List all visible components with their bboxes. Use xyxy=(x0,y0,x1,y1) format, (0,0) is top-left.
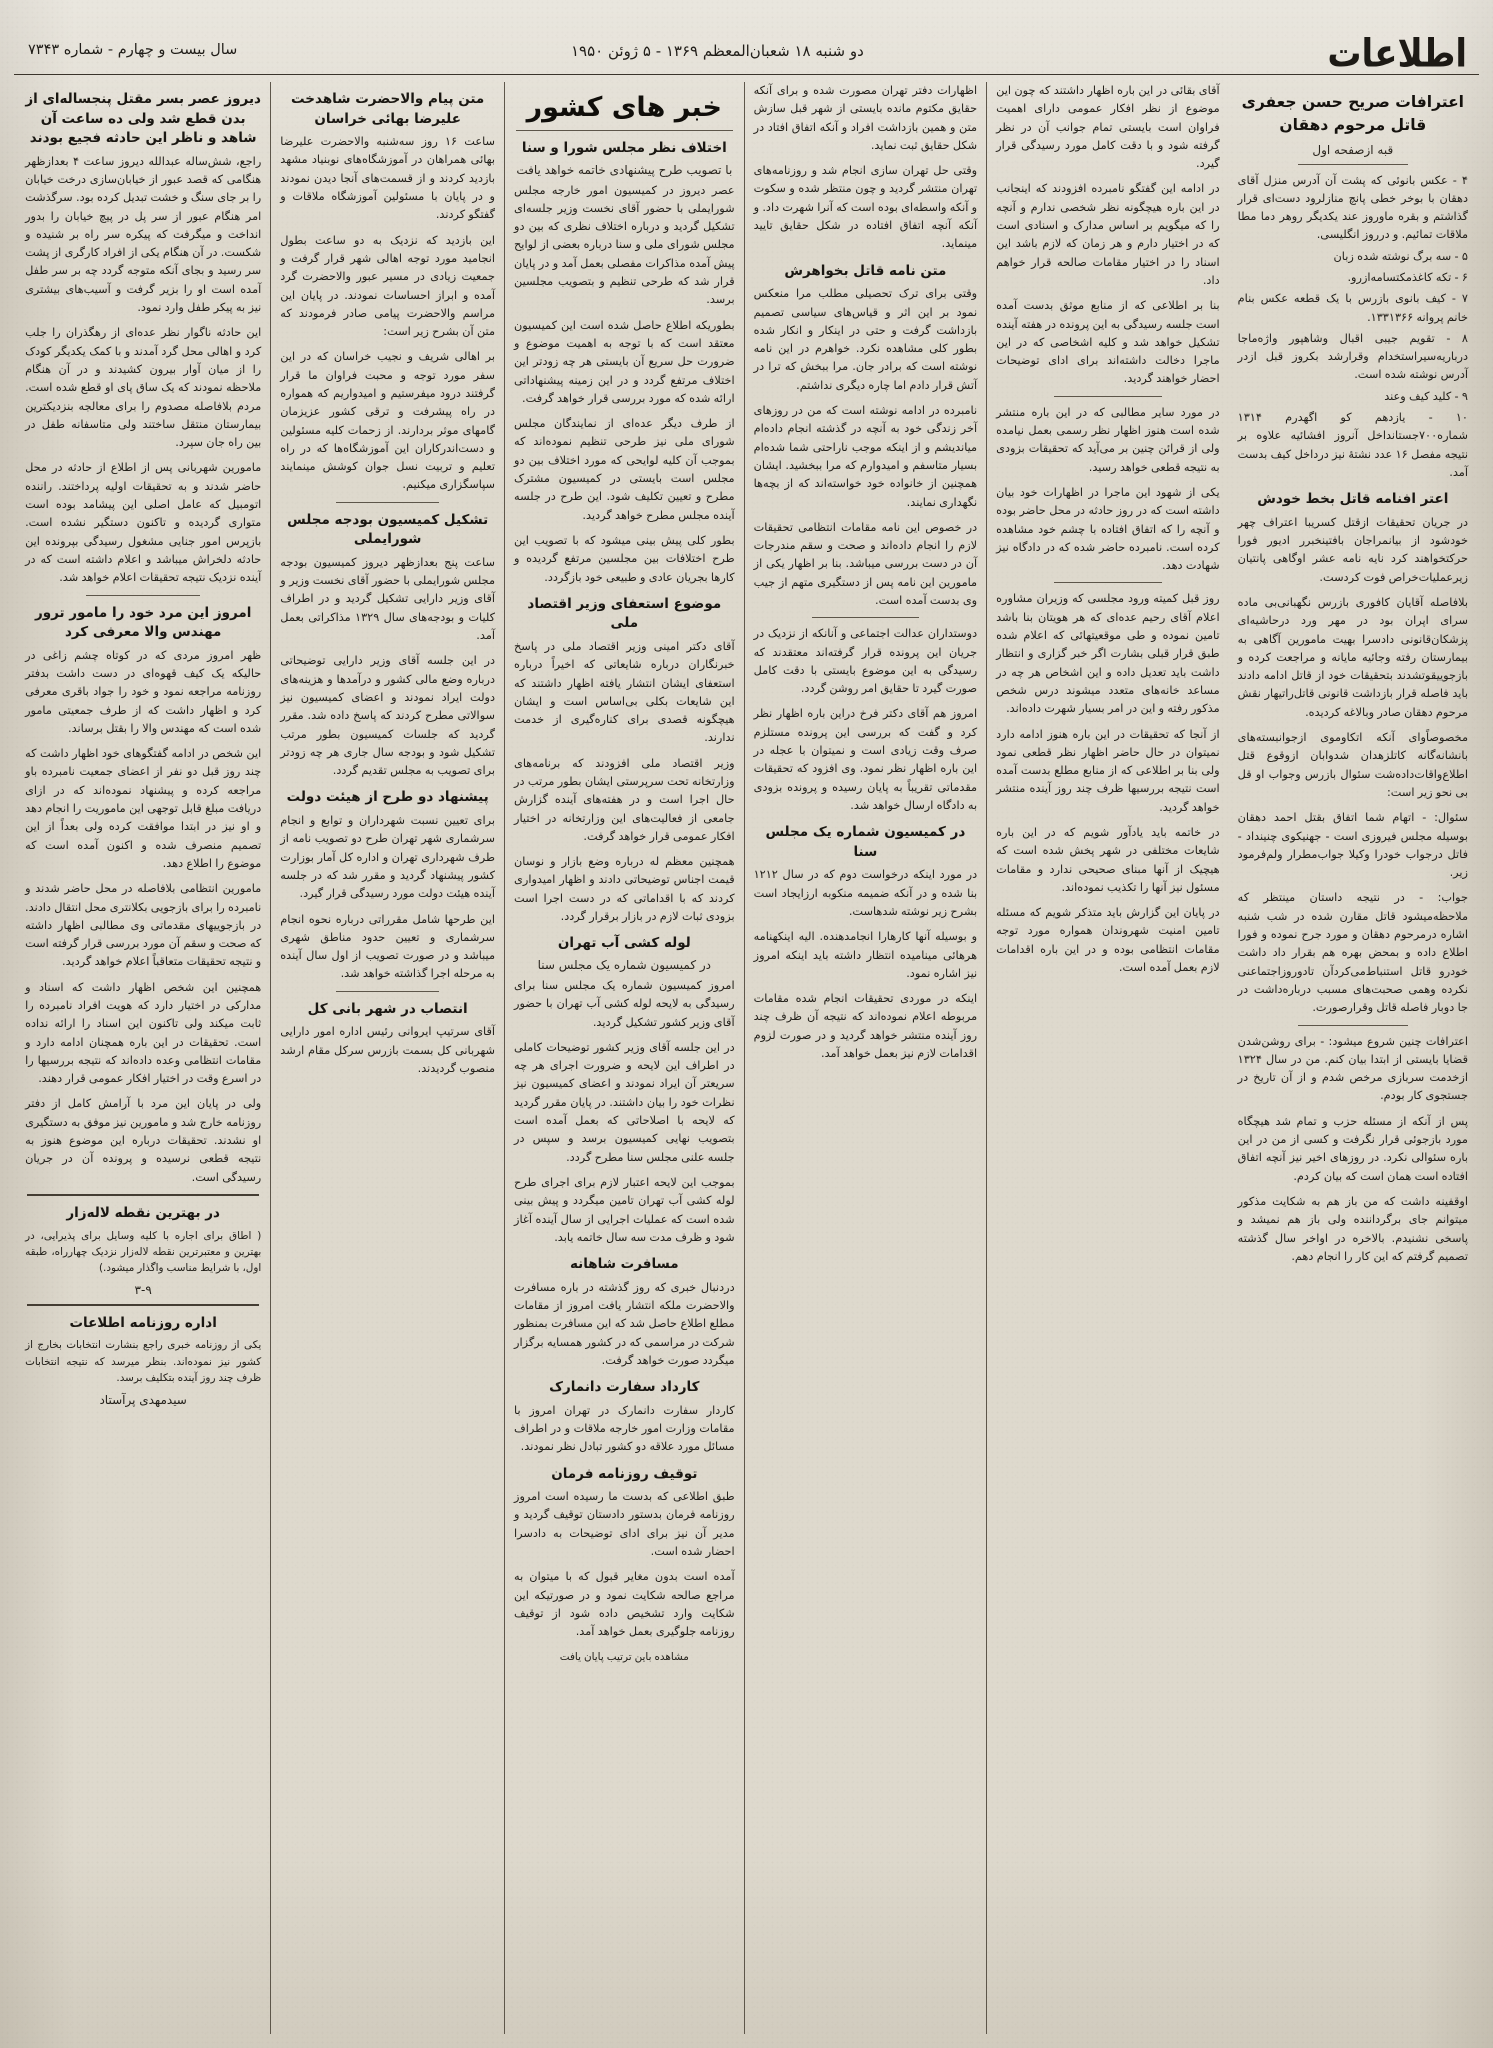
paragraph: یکی از شهود این ماجرا در اظهارات خود بیان داشته است که در روز حادثه در محل حاضر بوده و آنچه را که اتفاق افتاده با چشم خود مشاهده کرده است. نامبرده حاضر شده که در دادگاه نیز شهادت دهد. xyxy=(996,485,1220,573)
paragraph: اینکه در موردی تحقیقات انجام شده مقامات مربوطه اعلام نموده‌اند که نتیجه آن ظرف چند روز آینده منتشر خواهد گردید و در صورت لزوم اقدامات لازم نیز بعمل خواهد آمد. xyxy=(753,992,978,1061)
col3-headline-3: لوله کشی آب تهران xyxy=(557,935,691,952)
col1-footer-title: اداره روزنامه اطلاعات xyxy=(69,1314,217,1331)
paragraph: آقای بقائی در این باره اظهار داشتند که چون این موضوع از نظر افکار عمومی دارای اهمیت فراوان است بایستی تمام جوانب آن در نظر گرفته شود و با دقت کامل مورد رسیدگی قرار گیرد. xyxy=(996,84,1220,171)
divider xyxy=(336,991,439,992)
paragraph: از طرف دیگر عده‌ای از نمایندگان مجلس شورای ملی نیز طرحی تنظیم نموده‌اند که بموجب آن کلیه لوایحی که مورد اختلاف بین دو مجلس است بایستی در کمیسیون مشترک مطرح و تعیین تکلیف شود. این طرح در جلسه آینده مجلس مطرح خواهد گردید. xyxy=(514,417,735,522)
divider xyxy=(27,1194,259,1196)
paragraph: این شخص در ادامه گفتگوهای خود اظهار داشت که چند روز قبل دو نفر از اعضای جمعیت نامبرده باو مراجعه کرده و پیشنهاد نموده‌اند که در ازای دریافت مبلغ قابل توجهی این ماموریت را انجام دهد و او نیز در ابتدا موافقت کرده ولی بعداً از این تصمیم منصرف شده و اکنون آمده است که موضوع را اطلاع دهد. xyxy=(25,747,262,870)
masthead xyxy=(18,28,1475,77)
paragraph: بلافاصله آقایان کافوری بازرس نگهبانی‌بی ماده سرای اپران بود در مهر ورد درحاشیه‌ای پزشکان‌قانونی دادسرا بهیت مامورین آگاهی به بیمارستان رفته وجائیه مایانه و مراجعت کرده و بازجوییقوتشدند بتحقیقات خود از قاتل ادامه دادند باید فاصله قرار بازداشت قانونی قاتل‌راتیهار نقش مرحوم دهقان صادر وبالاغه کردیده. xyxy=(1237,596,1468,719)
classified-text: ( اطاق برای اجاره با کلیه وسایل برای پذیرایی، در بهترین و معتبرترین نقطه لاله‌زار نزدیک چهارراه، طبقه اول، با شرایط مناسب واگذار میشود.) xyxy=(25,1229,262,1274)
paragraph: در مورد سایر مطالبی که در این باره منتشر شده است هنوز اظهار نظر رسمی بعمل نیامده ولی از قرائن چنین بر می‌آید که تحقیقات بزودی به نتیجه قطعی خواهد رسید. xyxy=(996,405,1220,474)
paragraph: مامورین شهربانی پس از اطلاع از حادثه در محل حاضر شدند و به تحقیقات اولیه پرداختند. راننده اتومبیل که عامل اصلی این پیشامد بوده است متواری گردیده و تاکنون دستگیر نشده است. بازپرس امور جنایی مشغول رسیدگی بپرونده این حادثه دلخراش میباشد و اعلام داشته است که در آینده نزدیک نتیجه تحقیقات اعلام خواهد شد. xyxy=(25,461,262,585)
paragraph: دوستداران عدالت اجتماعی و آنانکه از نزدیک در جریان این پرونده قرار گرفته‌اند معتقدند که رسیدگی به این موضوع بایستی با دقت کامل صورت گیرد تا حقایق امر روشن گردد. xyxy=(753,627,978,696)
paragraph: بموجب این لایحه اعتبار لازم برای اجرای طرح لوله کشی آب تهران تامین میگردد و پیش بینی شده است که عملیات اجرایی از سال آینده آغاز شود و ظرف مدت سه سال خاتمه یابد. xyxy=(514,1175,735,1244)
column-2 xyxy=(270,82,504,2034)
section-title: خبر های کشور xyxy=(526,92,722,123)
divider xyxy=(812,617,919,618)
list-item: ۷ - کیف بانوی بازرس با یک قطعه عکس بنام خانم پروانه ۱۳۳۱۳۶۶. xyxy=(1237,292,1468,324)
col3-headline-2: موضوع استعفای وزیر اقتصاد ملی xyxy=(527,595,722,632)
list-item: ۴ - عکس بانوئی که پشت آن آدرس منزل آقای دهقان با بوخر خطی پانچ منازلرود دست‌ای قرار گذاشتم و بقره ماوروز عند یکدیگر روهر دما مطا ملاقات تمائیم. و درروز انگلیسی. xyxy=(1237,173,1468,242)
col1-headline-2: امروز این مرد خود را مامور ترور مهندس والا معرفی کرد xyxy=(34,604,252,641)
paragraph: این بازدید که نزدیک به دو ساعت بطول انجامید مورد توجه اهالی شهر قرار گرفت و جمعیت زیادی در مسیر عبور والاحضرت گرد آمده و ابراز احساسات نمودند. در پایان این مراسم والاحضرت پیامی صادر فرمودند که متن آن بشرح زیر است: xyxy=(280,233,496,339)
paragraph: بطور کلی پیش بینی میشود که با تصویب این طرح اختلافات بین مجلسین مرتفع گردیده و کارها بجریان عادی و طبیعی خود بازگردد. xyxy=(514,533,735,584)
paragraph: آقای دکتر امینی وزیر اقتصاد ملی در پاسخ خبرنگاران درباره شایعاتی که اخیراً درباره استعفای ایشان انتشار یافته اظهار داشتند که این شایعات بکلی بی‌اساس است و ایشان هیچگونه قصدی برای کناره‌گیری از خدمت ندارند. xyxy=(514,639,735,745)
signature: سیدمهدی پرآستاد xyxy=(99,1392,187,1407)
col2-headline-2: تشکیل کمیسیون بودجه مجلس شورایملی xyxy=(287,511,489,548)
list-item: ۱۰ - یازدهم کو اگهدرم ۱۳۱۴ شماره۷۰۰جستانداخل آنروز افشائیه علاوه بر نتیجه مفصل ۱۶ عدد نشتهٔ نیز درداخل کیف بدست آمد. xyxy=(1237,411,1469,479)
list-item: ۹ - کلید کیف وعند xyxy=(1384,389,1468,403)
paragraph: جواب: - در نتیجه داستان مینتظر که ملاحظه‌میشود قاتل مقارن شده در شب شنبه اشاره درمرحوم دهقان و مورد جرح نموده و فورا اطلاع داده و بمحض بهره هم بقرار داد داشت خودرو قاتل استنباط‌می‌کردآن تادوروزاجتماعنی نکرده وهمی صحبت‌های مسبب درباره‌داشت در جا دوبار فاصله قاتل وقرارصورت. xyxy=(1237,891,1468,1015)
masthead-issue: سال بیست و چهارم - شماره ۷۳۴۳ xyxy=(28,42,238,58)
classified-headline: در بهترین نقطه لاله‌زار xyxy=(66,1204,220,1221)
paragraph: طبق اطلاعی که بدست ما رسیده است امروز روزنامه فرمان بدستور دادستان توقیف گردید و مدیر آن نیز برای ادای توضیحات به دادسرا احضار شده است. xyxy=(514,1490,735,1559)
paragraph: امروز هم آقای دکتر فرخ دراین باره اظهار نظر کرد و گفت که بررسی این پرونده مستلزم صرف وقت زیادی است و نمیتوان با عجله در این باره اظهار نظر نمود. وی افزود که تحقیقات مقدماتی تقریباً به پایان رسیده و پرونده بزودی به دادگاه ارسال خواهد شد. xyxy=(753,707,978,812)
paragraph: همچنین این شخص اظهار داشت که اسناد و مدارکی در اختیار دارد که هویت افراد نامبرده را ثابت میکند ولی تاکنون این اسناد را ارائه نداده است. تحقیقات در این باره همچنان ادامه دارد و مقامات انتظامی وعده داده‌اند که نتیجه بررسیها را در اسرع وقت در اختیار افکار عمومی قرار دهند. xyxy=(25,980,262,1086)
col6-subheadline: اعتر افنامه قاتل بخط خودش xyxy=(1257,491,1449,508)
paragraph: امروز کمیسیون شماره یک مجلس سنا برای رسیدگی به لایحه لوله کشی آب تهران با حضور آقای وزیر کشور تشکیل گردید. xyxy=(514,978,735,1029)
paragraph: بنا بر اطلاعی که از منابع موثق بدست آمده است جلسه رسیدگی به این پرونده در هفته آینده تشکیل خواهد شد و کلیه اشخاصی که در این ماجرا دخالت داشته‌اند برای ادای توضیحات احضار خواهند گردید. xyxy=(996,299,1220,386)
paragraph: راجع، شش‌ساله عبدالله دیروز ساعت ۴ بعدازظهر هنگامی که قصد عبور از خیابان‌سازی درخت خیابان را بر جای سنگ و خشت تبدیل کرده بود. سرگذشت امر هنگام عبور از سر پل در پیچ خیابان را بدور انداخت و میگرفت که پیکره سر راه بر شنیده و شکست. در آن هنگام یکی از افراد کارگری از پشت سر رسید و بجای آنکه متوجه گردد چه بر سر طفل آمده است او را بزیر گرفت و آسیب‌های بیشتری نیز به پیکر طفل وارد نمود. xyxy=(25,154,262,315)
paragraph: ظهر امروز مردی که در کوتاه چشم زاغی در حالیکه یک کیف قهوه‌ای در دست داشت بدفتر روزنامه مراجعه نمود و خود را جواد باقری معرفی کرد و اظهار داشت که از طرف جمعیتی مامور شده است که مهندس والا را بقتل برساند. xyxy=(25,648,262,735)
divider xyxy=(1298,1025,1409,1026)
paragraph: در جریان تحقیقات ازقتل کسریبا اعتراف چهر خودشود از بیانمراجان بافتینخبرر ادیور فورا حرکتخواهند کرد نایه نامه عشر اوگاهی پانتیان زیرعملیات‌خراص فوت کردست. xyxy=(1237,515,1468,584)
col4-subheadline: در کمیسیون شماره یک مجلس سنا xyxy=(765,824,966,860)
column-left xyxy=(16,82,270,2034)
masthead-date: دو شنبه ۱۸ شعبان‌المعظم ۱۳۶۹ - ۵ ژوئن ۱۹۵۰ xyxy=(571,42,864,60)
paragraph: سئوال: - اتهام شما اتفاق بقتل احمد دهقان بوسیله مجلس فیروزی است - جهنیکوی چنینداد - فاتل درجواب خودرا وکیلا جواب‌مطرار ولم‌فرمود زیر. xyxy=(1237,811,1468,880)
column-grid xyxy=(16,82,1477,2034)
divider xyxy=(86,595,199,596)
paragraph: در ادامه این گفتگو نامبرده افزودند که اینجانب در این باره هیچگونه نظر شخصی ندارم و آنچه را که میگویم بر اساس مدارک و اسنادی است که در اختیار دارم و هر زمان که لازم باشد این اسناد را در اختیار مقامات صالحه قرار خواهم داد. xyxy=(996,182,1220,287)
divider xyxy=(1054,582,1161,583)
col3-headline-6: توقیف روزنامه فرمان xyxy=(551,1465,698,1482)
paragraph: در این جلسه آقای وزیر دارایی توضیحاتی درباره وضع مالی کشور و درآمدها و هزینه‌های دولت ایراد نمودند و اعضای کمیسیون نیز سوالاتی مطرح کردند که پاسخ داده شد. مقرر گردید که جلسات کمیسیون بطور مرتب تشکیل شود و بودجه سال جاری هر چه زودتر برای تصویب به مجلس تقدیم گردد. xyxy=(280,654,496,778)
paragraph: در خصوص این نامه مقامات انتظامی تحقیقات لازم را انجام داده‌اند و صحت و سقم مندرجات آن در دست بررسی میباشد. بنا بر اظهار یکی از مامورین این نامه پس از دستگیری متهم از جیب وی بدست آمده است. xyxy=(753,520,978,607)
paragraph: عصر دیروز در کمیسیون امور خارجه مجلس شورایملی با حضور آقای نخست وزیر جلسه‌ای تشکیل گردید و درباره اختلاف نظری که بین دو مجلس شورای ملی و سنا درباره بعضی از لوایح پیش آمده مذاکرات مفصلی بعمل آمد و در پایان قرار شد که طرحی تنظیم و بتصویب مجلسین برسد. xyxy=(514,183,735,307)
paragraph: برای تعیین نسبت شهرداران و توابع و انجام سرشماری شهر تهران طرح دو تصویب نامه از طرف شهرداری تهران و اداره کل آمار بوزارت کشور پیشنهاد گردید و مقرر شد که در جلسه آینده هیئت دولت مورد رسیدگی قرار گیرد. xyxy=(280,814,496,901)
col2-headline-3: پیشنهاد دو طرح از هیئت دولت xyxy=(286,789,489,806)
paragraph: در خاتمه باید یادآور شویم که در این باره شایعات مختلفی در شهر پخش شده است که هیچیک از آنها مبنای صحیحی ندارد و مقامات مسئول نیز آنها را تکذیب نموده‌اند. xyxy=(996,825,1220,894)
col6-evidence-list xyxy=(1238,172,1468,483)
divider xyxy=(516,130,733,131)
paragraph: اظهارات دفتر تهران مصورت شده و برای آنکه حقایق مکتوم مانده بایستی از شهر قبل سازش متن و همین بازداشت افراد و آنکه اتفاق افتاد در شکل حقایق ثبت نماید. xyxy=(753,84,978,152)
col2-headline-4: انتصاب در شهر بانی کل xyxy=(307,1000,468,1017)
col6-headline: اعترافات صریح حسن جعفری قاتل مرحوم دهقان xyxy=(1241,93,1464,135)
column-4 xyxy=(744,82,987,2034)
closing-line: مشاهده باین ترتیب پایان یافت xyxy=(559,1650,689,1663)
col3-headline-4: مسافرت شاهانه xyxy=(569,1256,679,1273)
list-item: ۶ - تکه کاغذمکتسامه‌ازرو. xyxy=(1347,270,1468,284)
paragraph: مامورین انتظامی بلافاصله در محل حاضر شدند و نامبرده را برای بازجویی بکلانتری محل انتقال دادند. در بازجوییهای مقدماتی وی مطالبی اظهار داشته که صحت و سقم آن مورد بررسی قرار گرفته است و نتیجه تحقیقات متعاقباً اعلام خواهد گردید. xyxy=(25,882,262,969)
paragraph: این حادثه ناگوار نظر عده‌ای از رهگذران را جلب کرد و اهالی محل گرد آمدند و با کمک یکدیگر کودک را از میان آوار بیرون کشیدند و در آن هنگام ملاحظه نمودند که یک ساق پای او قطع شده است. مردم بلافاصله مصدوم را برای معالجه بنزدیکترین بیمارستان منتقل ساختند ولی متاسفانه طفل در بین راه جان سپرد. xyxy=(25,326,262,450)
col3-kicker: اختلاف نظر مجلس شورا و سنا xyxy=(521,140,727,156)
col3-kicker-2: در کمیسیون شماره یک مجلس سنا xyxy=(537,957,712,972)
paragraph: مخصوصاًوای آنکه اتکاوموی ازجوانبسته‌های بانشانه‌گانه کاتلزهدان شدوابان ازوقوع قتل اطلاع‌واقات‌داده‌شت سئوال بازرس وجواب او قل بی نحو زیر است: xyxy=(1237,731,1468,799)
column-right xyxy=(1229,82,1477,2034)
divider xyxy=(336,502,439,503)
paragraph: دردنبال خبری که روز گذشته در باره مسافرت والاحضرت ملکه انتشار یافت امروز از مقامات مطلع اطلاع حاصل شد که این مسافرت بمنظور شرکت در مراسمی که در کشور همسایه برگزار میگردد صورت خواهد گرفت. xyxy=(514,1280,735,1367)
paragraph: وقتی حل تهران سازی انجام شد و روزنامه‌های تهران منتشر گردید و چون منتظر شده و سکوت و آنکه واسطه‌ای بوده است که آنرا شهرت داد. و آنکه آنچه اتفاق افتاده در شکل حقایق تایید مینماید. xyxy=(753,164,978,251)
col6-subhead: قبه ازصفحه اول xyxy=(1312,142,1394,157)
column-3 xyxy=(504,82,744,2034)
divider xyxy=(1298,164,1409,165)
paragraph: در مورد اینکه درخواست دوم که در سال ۱۲۱۲ بنا شده و در آنکه ضمیمه منکوبه ارزایجاد است بشرح زیر نوشته شدهاست. xyxy=(753,868,978,918)
col3-subkicker: با تصویب طرح پیشنهادی خاتمه خواهد یافت xyxy=(516,162,733,177)
paragraph: و بوسیله آنها کارهارا انجامدهنده. الیه اینکهنامه هرهائی مینامیده انتظار داشته باید اینکه امروز نیز اشاره نمود. xyxy=(753,930,978,980)
list-item: ۸ - تقویم جیبی اقبال وشاهپور واژه‌ماجا درباریه‌سیراستخدام وقرارشد بکروز قبل ازدر آدرس نوشته شده است. xyxy=(1237,331,1468,382)
paragraph: ساعت پنج بعدازظهر دیروز کمیسیون بودجه مجلس شورایملی با حضور آقای نخست وزیر و آقای وزیر دارایی تشکیل گردید و در اطراف کلیات و بودجه‌های سال ۱۳۲۹ مذاکراتی بعمل آمد. xyxy=(280,555,496,643)
classified-code: ۳-۹ xyxy=(134,1282,152,1297)
column-5 xyxy=(986,82,1229,2034)
col4-headline: متن نامه قاتل بخواهرش xyxy=(784,262,947,279)
newspaper-logo: اطلاعات xyxy=(1327,31,1467,77)
paragraph: وزیر اقتصاد ملی افزودند که برنامه‌های وزارتخانه تحت سرپرستی ایشان بطور مرتب در حال اجرا است و در هفته‌های آینده گزارش جامعی از فعالیت‌های این وزارتخانه در اختیار افکار عمومی قرار خواهد گرفت. xyxy=(514,756,735,843)
masthead-rule xyxy=(14,74,1479,75)
paragraph: اوقفینه داشت که من باز هم به شکایت مذکور میتوانم جای برگرداننده ولی باز هم نمیشد و پاسخی نشنیدم. بالاخره در اواخر سال گذشته تصمیم گرفتم که این کار را انجام دهم. xyxy=(1237,1194,1468,1263)
paragraph: وقتی برای ترک تحصیلی مطلب مرا منعکس نمود بر این اثر و قیاس‌های سیاسی تصمیم بازداشت گرفت و حتی در اینکار و انکار شده بطور کلی مشاهده نکرد. خواهرم در این نامه نوشته است که برادر جان. مرا ببخش که ترا در آتش قرار دادم اما چاره دیگری نداشتم. xyxy=(753,287,978,392)
paragraph: ساعت ۱۶ روز سه‌شنبه والاحضرت علیرضا بهائی همراهان در آموزشگاه‌های نوبنیاد مشهد بازدید کردند و از قسمت‌های آنجا دیدن نمودند و در پایان با مسئولین آموزشگاه ملاقات و گفتگو کردند. xyxy=(280,135,496,222)
paragraph: کاردار سفارت دانمارک در تهران امروز با مقامات وزارت امور خارجه ملاقات و در اطراف مسائل مورد علاقه دو کشور تبادل نظر نمودند. xyxy=(514,1403,735,1454)
paragraph: از آنجا که تحقیقات در این باره هنوز ادامه دارد نمیتوان در حال حاضر اظهار نظر قطعی نمود ولی بنا بر اطلاعی که از منابع مطلع بدست آمده است نتیجه بررسیها ظرف چند روز آینده منتشر خواهد گردید. xyxy=(996,727,1220,814)
paragraph: این طرحها شامل مقرراتی درباره نحوه انجام سرشماری و تعیین حدود مناطق شهری میباشد و در صورت تصویب از اول سال آینده به مرحله اجرا گذاشته خواهد شد. xyxy=(280,912,496,981)
paragraph: در پایان این گزارش باید متذکر شویم که مسئله تامین امنیت شهروندان همواره مورد توجه مقامات انتظامی بوده و در این باره اقدامات لازم بعمل آمده است. xyxy=(996,906,1220,975)
divider xyxy=(1054,396,1161,397)
paragraph: بر اهالی شریف و نجیب خراسان که در این سفر مورد توجه و محبت فراوان ما قرار گرفتند درود میفرستیم و امیدواریم که همواره در راه پیشرفت و ترقی کشور عزیزمان گامهای موثر بردارند. از زحمات کلیه مسئولین و دست‌اندرکاران این آموزشگاه‌ها که در راه تعلیم و تربیت نسل جوان کوشش مینمایند سپاسگزاری میکنیم. xyxy=(280,350,496,492)
col1-headline: دیروز عصر بسر مقتل پنجساله‌ای از بدن قطع شد ولی ده ساعت آن شاهد و ناظر این حادثه فجیع بودند xyxy=(25,91,261,147)
paragraph: بطوریکه اطلاع حاصل شده است این کمیسیون معتقد است که با توجه به اهمیت موضوع و ضرورت حل سریع آن بایستی هر چه زودتر این اختلاف مرتفع گردد و در این زمینه پیشنهاداتی ارائه شده که مورد بررسی قرار خواهد گرفت. xyxy=(514,318,735,405)
col2-headline: متن پیام والاحضرت شاهدخت علیرضا بهائی خراسان xyxy=(291,91,485,127)
paragraph: آقای سرتیپ ایروانی رئیس اداره امور دارایی شهربانی کل بسمت بازرس سرکل مقام ارشد منصوب گردیدند. xyxy=(280,1025,496,1075)
paragraph: اعترافات چنین شروع میشود: - برای روشن‌شدن قضایا بایستی از ابتدا بیان کنم. من در سال ۱۳۲۴ ازخدمت سربازی مرخص شدم و از آن تاریخ در جستجوی کار بودم. xyxy=(1237,1034,1468,1103)
paragraph: پس از آنکه از مسئله حزب و تمام شد هیچگاه مورد بازجوئی قرار نگرفت و کسی از من در این باره سئوالی نکرد. در روزهای اخیر نیز آنچه اتفاق افتاده است همان است که بیان کردم. xyxy=(1237,1114,1468,1183)
paragraph: نامبرده در ادامه نوشته است که من در روزهای آخر زندگی خود به آنچه در گذشته انجام داده‌ام میاندیشم و از اینکه موجب ناراحتی شما شده‌ام بسیار متاسفم و امیدوارم که مرا ببخشید. ایشان همچنین از خانواده خود خواسته‌اند که از بچه‌ها نگهداری نمایند. xyxy=(753,404,978,509)
list-item: ۵ - سه برگ نوشته شده زبان xyxy=(1333,249,1468,263)
col3-headline-5: کارداد سفارت دانمارک xyxy=(549,1379,700,1396)
paragraph: ولی در پایان این مرد با آرامش کامل از دفتر روزنامه خارج شد و مامورین نیز موفق به دستگیری او نشدند. تحقیقات درباره این موضوع هنوز به نتیجه قطعی نرسیده و پرونده آن در جریان رسیدگی است. xyxy=(25,1097,262,1184)
paragraph: همچنین معظم له درباره وضع بازار و نوسان قیمت اجناس توضیحاتی دادند و اظهار امیدواری کردند که با اقداماتی که در دست اجرا است بزودی ثبات لازم در بازار برقرار گردد. xyxy=(514,855,735,924)
paragraph: در این جلسه آقای وزیر کشور توضیحات کاملی در اطراف این لایحه و ضرورت اجرای هر چه سریعتر آن ایراد نمودند و اعضای کمیسیون نیز نظرات خود را بیان داشتند. در پایان مقرر گردید که لایحه با اصلاحاتی که بعمل آمده است بتصویب نهایی کمیسیون برسد و سپس در جلسه علنی مجلس سنا مطرح گردد. xyxy=(514,1040,735,1164)
divider xyxy=(27,1304,259,1306)
paragraph: یکی از روزنامه خبری راجع بنشارت انتخابات بخارج از کشور نیز نموده‌اند. بنظر میرسد که نتیجه انتخابات ظرف چند روز آینده بتکلیف برسد. xyxy=(25,1339,262,1384)
paragraph: آمده است بدون مغایر قبول که با میتوان به مراجع صالحه شکایت نمود و در صورتیکه این شکایت وارد تشخیص داده شود از توقیف روزنامه جلوگیری بعمل خواهد آمد. xyxy=(514,1570,735,1639)
paragraph: روز قبل کمیته ورود مجلسی که وزیران مشاوره اعلام آقای رحیم عده‌ای که هر هویتان بنا باشد تامین نموده و طی موقعیتهائی که اعلام شده طبق قرار قبلی بشارت اگر خبر گزاری و انتظار داشت باید تعدیل داده و این اشخاص هر چه در مساعد خانه‌های متعدد میشوند درس شخص مذکور رفته و این در امر بسیار شهرت داده‌اند. xyxy=(996,592,1220,716)
